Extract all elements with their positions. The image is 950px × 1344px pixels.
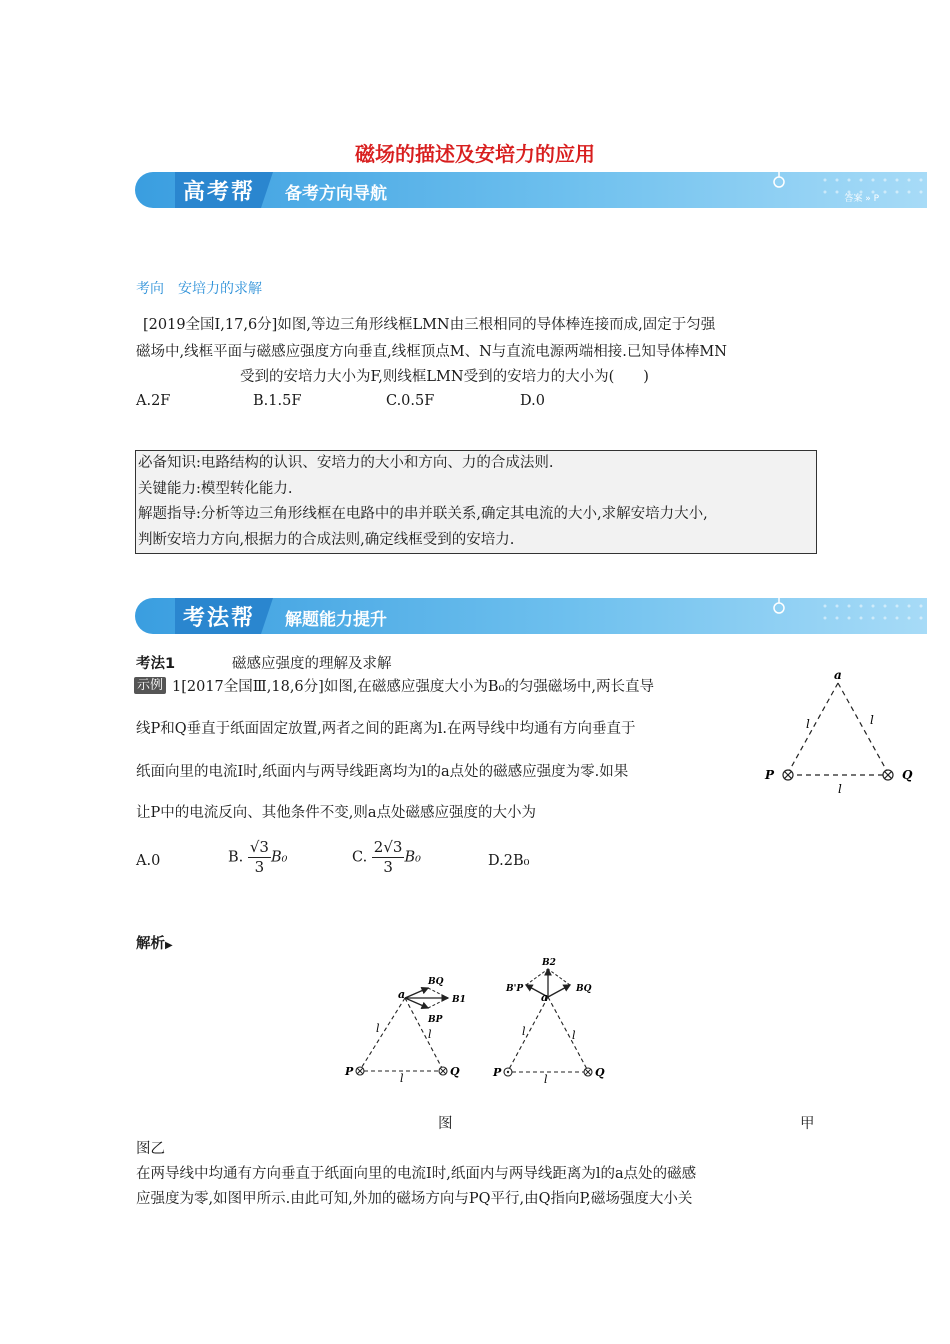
banner-kaofabang xyxy=(135,598,927,634)
wire-q-icon xyxy=(439,1067,447,1075)
example-option-d: D.2B₀ xyxy=(488,853,530,869)
option-c-unit: B₀ xyxy=(404,849,421,866)
label-q: Q xyxy=(450,1065,460,1078)
q1-line1: [2019全国Ⅰ,17,6分]如图,等边三角形线框LMN由三根相同的导体棒连接而成,固定于匀强 xyxy=(143,317,716,333)
label-p: P xyxy=(765,768,775,782)
triangle-figure xyxy=(760,665,920,800)
label-b2: B2 xyxy=(542,958,556,968)
example-option-a: A.0 xyxy=(136,853,161,869)
box-line-ability: 关键能力:模型转化能力. xyxy=(138,480,293,497)
triangle-right-icon: ▶ xyxy=(165,940,173,951)
example-line2: 线P和Q垂直于纸面固定放置,两者之间的距离为l.在两导线中均通有方向垂直于 xyxy=(136,721,636,737)
example-tag xyxy=(134,674,166,694)
label-l1: l xyxy=(522,1025,526,1038)
figure-yi xyxy=(488,955,618,1085)
label-bq: BQ xyxy=(428,977,444,987)
option-c-prefix: C. xyxy=(352,849,368,866)
option-b-fraction xyxy=(248,838,271,877)
label-a: a xyxy=(398,988,406,1001)
fraction-denominator: 3 xyxy=(254,858,265,876)
example-tag-label: 示例 xyxy=(134,677,166,694)
q1-option-a: A.2F xyxy=(136,393,171,409)
label-a: a xyxy=(541,991,549,1004)
q1-option-c: C.0.5F xyxy=(386,393,435,409)
label-l3: l xyxy=(400,1072,404,1085)
label-a: a xyxy=(834,668,842,682)
example-option-b xyxy=(228,838,287,877)
banner-sub-label: 解题能力提升 xyxy=(285,610,387,630)
solution-line1: 在两导线中均通有方向垂直于纸面向里的电流I时,纸面内与两导线距离为l的a点处的磁感 xyxy=(136,1166,697,1182)
wire-q-icon xyxy=(883,770,893,780)
caption-yi: 图乙 xyxy=(136,1141,165,1157)
solution-line2: 应强度为零,如图甲所示.由此可知,外加的磁场方向与PQ平行,由Q指向P,磁场强度大小关 xyxy=(136,1191,693,1207)
banner-main-label: 考法帮 xyxy=(183,606,256,631)
fraction-numerator: 2√3 xyxy=(373,838,403,856)
page-title: 磁场的描述及安培力的应用 xyxy=(355,142,595,166)
option-c-fraction xyxy=(372,838,405,877)
wire-p-out-icon xyxy=(504,1068,512,1076)
label-q: Q xyxy=(902,768,913,782)
label-p: P xyxy=(345,1065,354,1078)
label-l2: l xyxy=(428,1028,432,1041)
option-b-unit: B₀ xyxy=(270,849,288,866)
option-b-prefix: B. xyxy=(228,849,244,866)
fraction-numerator: √3 xyxy=(249,838,269,856)
label-bp-prime: B'P xyxy=(506,984,524,994)
label-l3: l xyxy=(544,1073,548,1085)
label-l-bottom: l xyxy=(838,782,842,796)
q1-line2: 磁场中,线框平面与磁感应强度方向垂直,线框顶点M、N与直流电源两端相接.已知导体棒MN xyxy=(136,344,727,360)
method-topic: 磁感应强度的理解及求解 xyxy=(232,656,392,672)
label-l-left: l xyxy=(806,717,810,731)
banner-main-label: 高考帮 xyxy=(183,180,256,205)
label-p: P xyxy=(493,1066,502,1079)
method-label: 考法1 xyxy=(136,656,176,672)
q1-option-b: B.1.5F xyxy=(253,393,302,409)
label-b1: B1 xyxy=(452,995,466,1005)
label-l2: l xyxy=(572,1029,576,1042)
example-line1: 1[2017全国Ⅲ,18,6分]如图,在磁感应强度大小为B₀的匀强磁场中,两长直导 xyxy=(172,679,655,695)
box-line-guide-cont: 判断安培力方向,根据力的合成法则,确定线框受到的安培力. xyxy=(138,531,515,548)
wire-p-icon xyxy=(783,770,793,780)
section-tag: 考向 安培力的求解 xyxy=(136,281,262,297)
figure-jia xyxy=(340,970,475,1085)
example-option-c xyxy=(352,838,421,877)
banner-answer-ref: 答案 » P xyxy=(844,194,879,204)
caption-tu: 图 xyxy=(438,1116,453,1132)
example-line4: 让P中的电流反向、其他条件不变,则a点处磁感应强度的大小为 xyxy=(136,805,537,821)
box-line-guide: 解题指导:分析等边三角形线框在电路中的串并联关系,确定其电流的大小,求解安培力大小, xyxy=(138,506,708,522)
box-line-knowledge: 必备知识:电路结构的认识、安培力的大小和方向、力的合成法则. xyxy=(138,455,554,471)
label-bp: BP xyxy=(428,1015,443,1025)
wire-p-icon xyxy=(356,1067,364,1075)
fraction-denominator: 3 xyxy=(383,858,393,876)
q1-line3: 受到的安培力大小为F,则线框LMN受到的安培力的大小为( ) xyxy=(240,369,649,385)
lightbulb-icon xyxy=(772,170,786,192)
label-q: Q xyxy=(595,1066,605,1079)
banner-sub-label: 备考方向导航 xyxy=(285,184,387,204)
caption-jia: 甲 xyxy=(800,1116,815,1132)
analysis-label-text: 解析 xyxy=(136,936,165,952)
label-l-right: l xyxy=(870,713,874,727)
analysis-label xyxy=(136,934,173,956)
banner-gaokaobang xyxy=(135,172,927,208)
knowledge-box xyxy=(135,450,817,554)
lightbulb-icon xyxy=(772,596,786,618)
q1-option-d: D.0 xyxy=(520,393,545,409)
wire-q-icon xyxy=(584,1068,592,1076)
example-line3: 纸面向里的电流I时,纸面内与两导线距离均为l的a点处的磁感应强度为零.如果 xyxy=(136,764,629,780)
label-l1: l xyxy=(376,1022,380,1035)
label-bq: BQ xyxy=(576,984,592,994)
